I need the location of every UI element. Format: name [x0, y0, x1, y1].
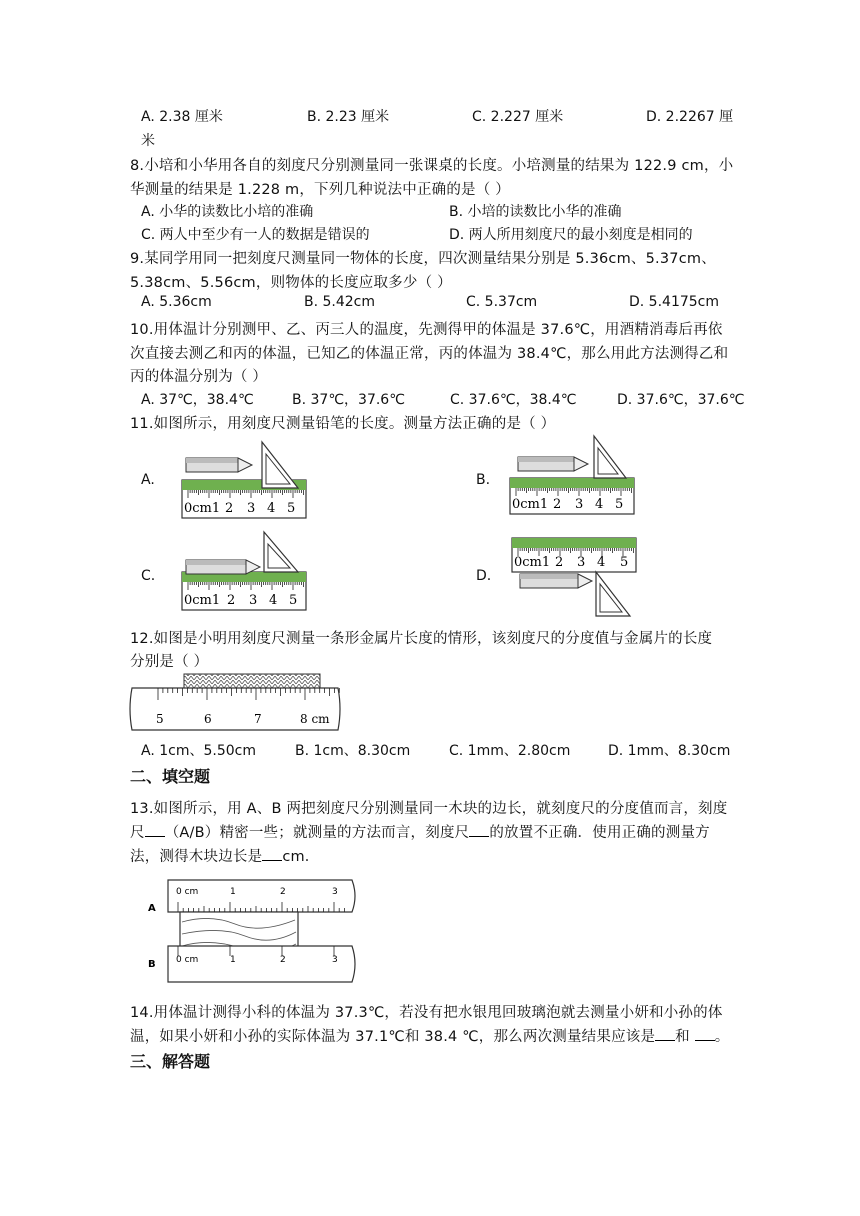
q9-option-a: A. 5.36cm [141, 294, 212, 310]
q11-b-tick-3: 3 [575, 497, 584, 512]
q11-b-tick-4: 4 [595, 497, 604, 512]
q11-c-tick-3: 3 [249, 593, 258, 608]
q11-figure-d [510, 536, 640, 620]
q11-label-a: A. [141, 472, 155, 488]
q12-stem-line1: 12.如图是小明用刻度尺测量一条形金属片长度的情形，该刻度尺的分度值与金属片的长度 [130, 631, 713, 647]
q10-option-c: C. 37.6℃，38.4℃ [450, 392, 577, 408]
q12-tick-5: 5 [156, 712, 164, 726]
q11-a-tick-5: 5 [287, 501, 296, 516]
q8-option-c: C. 两人中至少有一人的数据是错误的 [141, 227, 370, 243]
q14-blank-2[interactable] [695, 1028, 715, 1041]
q11-a-tick-0: 0cm1 [184, 501, 221, 516]
q13-b-tick-1: 1 [230, 955, 236, 965]
q12-tick-6: 6 [204, 712, 212, 726]
q13-a-tick-0: 0 cm [176, 887, 199, 897]
q13-blank-3[interactable] [262, 848, 282, 861]
q12-tick-7: 7 [254, 712, 262, 726]
q11-b-tick-5: 5 [615, 497, 624, 512]
q10-stem-line3: 丙的体温分别为（ ） [130, 369, 268, 385]
q7-option-d-wrap: 米 [141, 133, 155, 149]
q8-option-b: B. 小培的读数比小华的准确 [449, 204, 622, 220]
q9-stem-line2: 5.38cm、5.56cm，则物体的长度应取多少（ ） [130, 275, 452, 291]
q14-blank-1[interactable] [655, 1028, 675, 1041]
q12-option-c: C. 1mm、2.80cm [449, 743, 571, 759]
q11-label-c: C. [141, 568, 156, 584]
q12-option-b: B. 1cm、8.30cm [295, 743, 411, 759]
q11-d-tick-0: 0cm1 [514, 555, 551, 570]
q12-figure-ruler [128, 672, 348, 732]
q11-stem: 11.如图所示，用刻度尺测量铅笔的长度。测量方法正确的是（ ） [130, 416, 556, 432]
q13-blank-1[interactable] [145, 824, 165, 837]
q11-c-tick-0: 0cm1 [184, 593, 221, 608]
q13-line3-part1: 法，测得木块边长是 [130, 849, 263, 865]
q7-option-a: A. 2.38 厘米 [141, 109, 223, 125]
q7-option-c: C. 2.227 厘米 [472, 109, 564, 125]
q11-a-tick-2: 2 [225, 501, 234, 516]
q10-option-d: D. 37.6℃，37.6℃ [617, 392, 745, 408]
q9-option-d: D. 5.4175cm [629, 294, 720, 310]
q10-option-b: B. 37℃，37.6℃ [292, 392, 405, 408]
q11-label-d: D. [476, 568, 492, 584]
q13-b-tick-0: 0 cm [176, 955, 199, 965]
q13-line2-part3: 的放置不正确．使用正确的测量方 [489, 825, 710, 841]
q13-stem-line3 [130, 845, 320, 866]
q13-a-tick-1: 1 [230, 887, 236, 897]
q14-line2-part1: 温，如果小妍和小孙的实际体温为 37.1℃和 38.4 ℃，那么两次测量结果应该是 [130, 1029, 656, 1045]
q13-figure-rulers [140, 876, 365, 986]
q13-line2-part2: （A/B）精密一些；就测量的方法而言，刻度尺 [164, 825, 470, 841]
q13-line3-part2: cm． [282, 849, 320, 865]
q14-line2-part3: 。 [714, 1029, 730, 1045]
q9-stem-line1: 9.某同学用同一把刻度尺测量同一物体的长度，四次测量结果分别是 5.36cm、5.37cm、 [130, 251, 716, 267]
q13-b-tick-3: 3 [332, 955, 338, 965]
q11-b-tick-2: 2 [553, 497, 562, 512]
q13-b-tick-2: 2 [280, 955, 286, 965]
q9-option-c: C. 5.37cm [466, 294, 538, 310]
q10-option-a: A. 37℃，38.4℃ [141, 392, 254, 408]
q13-ruler-label-a: A [148, 903, 156, 914]
q11-c-tick-5: 5 [289, 593, 298, 608]
q7-option-b: B. 2.23 厘米 [307, 109, 390, 125]
q14-stem-line1: 14.用体温计测得小科的体温为 37.3℃，若没有把水银甩回玻璃泡就去测量小妍和小孙的体 [130, 1005, 723, 1021]
q13-ruler-label-b: B [148, 959, 156, 970]
q11-c-tick-4: 4 [269, 593, 278, 608]
q9-option-b: B. 5.42cm [304, 294, 376, 310]
q8-stem-line2: 华测量的结果是 1.228 m，下列几种说法中正确的是（ ） [130, 182, 510, 198]
q13-a-tick-3: 3 [332, 887, 338, 897]
q13-stem-line2 [130, 821, 710, 842]
q11-d-tick-4: 4 [597, 555, 606, 570]
q10-stem-line1: 10.用体温计分别测甲、乙、丙三人的温度，先测得甲的体温是 37.6℃，用酒精消毒后再依 [130, 322, 723, 338]
q11-a-tick-3: 3 [247, 501, 256, 516]
q11-figure-a [180, 440, 310, 520]
q14-stem-line2 [130, 1025, 729, 1046]
q12-option-a: A. 1cm、5.50cm [141, 743, 256, 759]
q14-line2-part2: 和 [675, 1029, 690, 1045]
q13-stem-line1: 13.如图所示，用 A、B 两把刻度尺分别测量同一木块的边长，就刻度尺的分度值而言，刻度 [130, 801, 728, 817]
q11-a-tick-4: 4 [267, 501, 276, 516]
q11-c-tick-2: 2 [227, 593, 236, 608]
q11-label-b: B. [476, 472, 491, 488]
q10-stem-line2: 次直接去测乙和丙的体温，已知乙的体温正常，丙的体温为 38.4℃，那么用此方法测得乙和 [130, 346, 729, 362]
q11-b-tick-0: 0cm1 [512, 497, 549, 512]
q8-option-a: A. 小华的读数比小培的准确 [141, 204, 314, 220]
q11-d-tick-5: 5 [620, 555, 629, 570]
q11-d-tick-2: 2 [555, 555, 564, 570]
q8-option-d: D. 两人所用刻度尺的最小刻度是相同的 [449, 227, 693, 243]
section-title-answer: 三、解答题 [130, 1052, 211, 1071]
section-title-fill-in: 二、填空题 [130, 767, 211, 786]
q13-blank-2[interactable] [469, 824, 489, 837]
q12-tick-8: 8 cm [300, 712, 330, 726]
q13-a-tick-2: 2 [280, 887, 286, 897]
q13-line2-part1: 尺 [130, 825, 145, 841]
q11-figure-b [508, 434, 638, 516]
q12-option-d: D. 1mm、8.30cm [608, 743, 731, 759]
q7-option-d: D. 2.2267 厘 [646, 109, 734, 125]
q11-figure-c [180, 530, 312, 612]
q11-d-tick-3: 3 [577, 555, 586, 570]
q8-stem-line1: 8.小培和小华用各自的刻度尺分别测量同一张课桌的长度。小培测量的结果为 122.9 cm，小 [130, 158, 734, 174]
q12-stem-line2: 分别是（ ） [130, 654, 209, 670]
